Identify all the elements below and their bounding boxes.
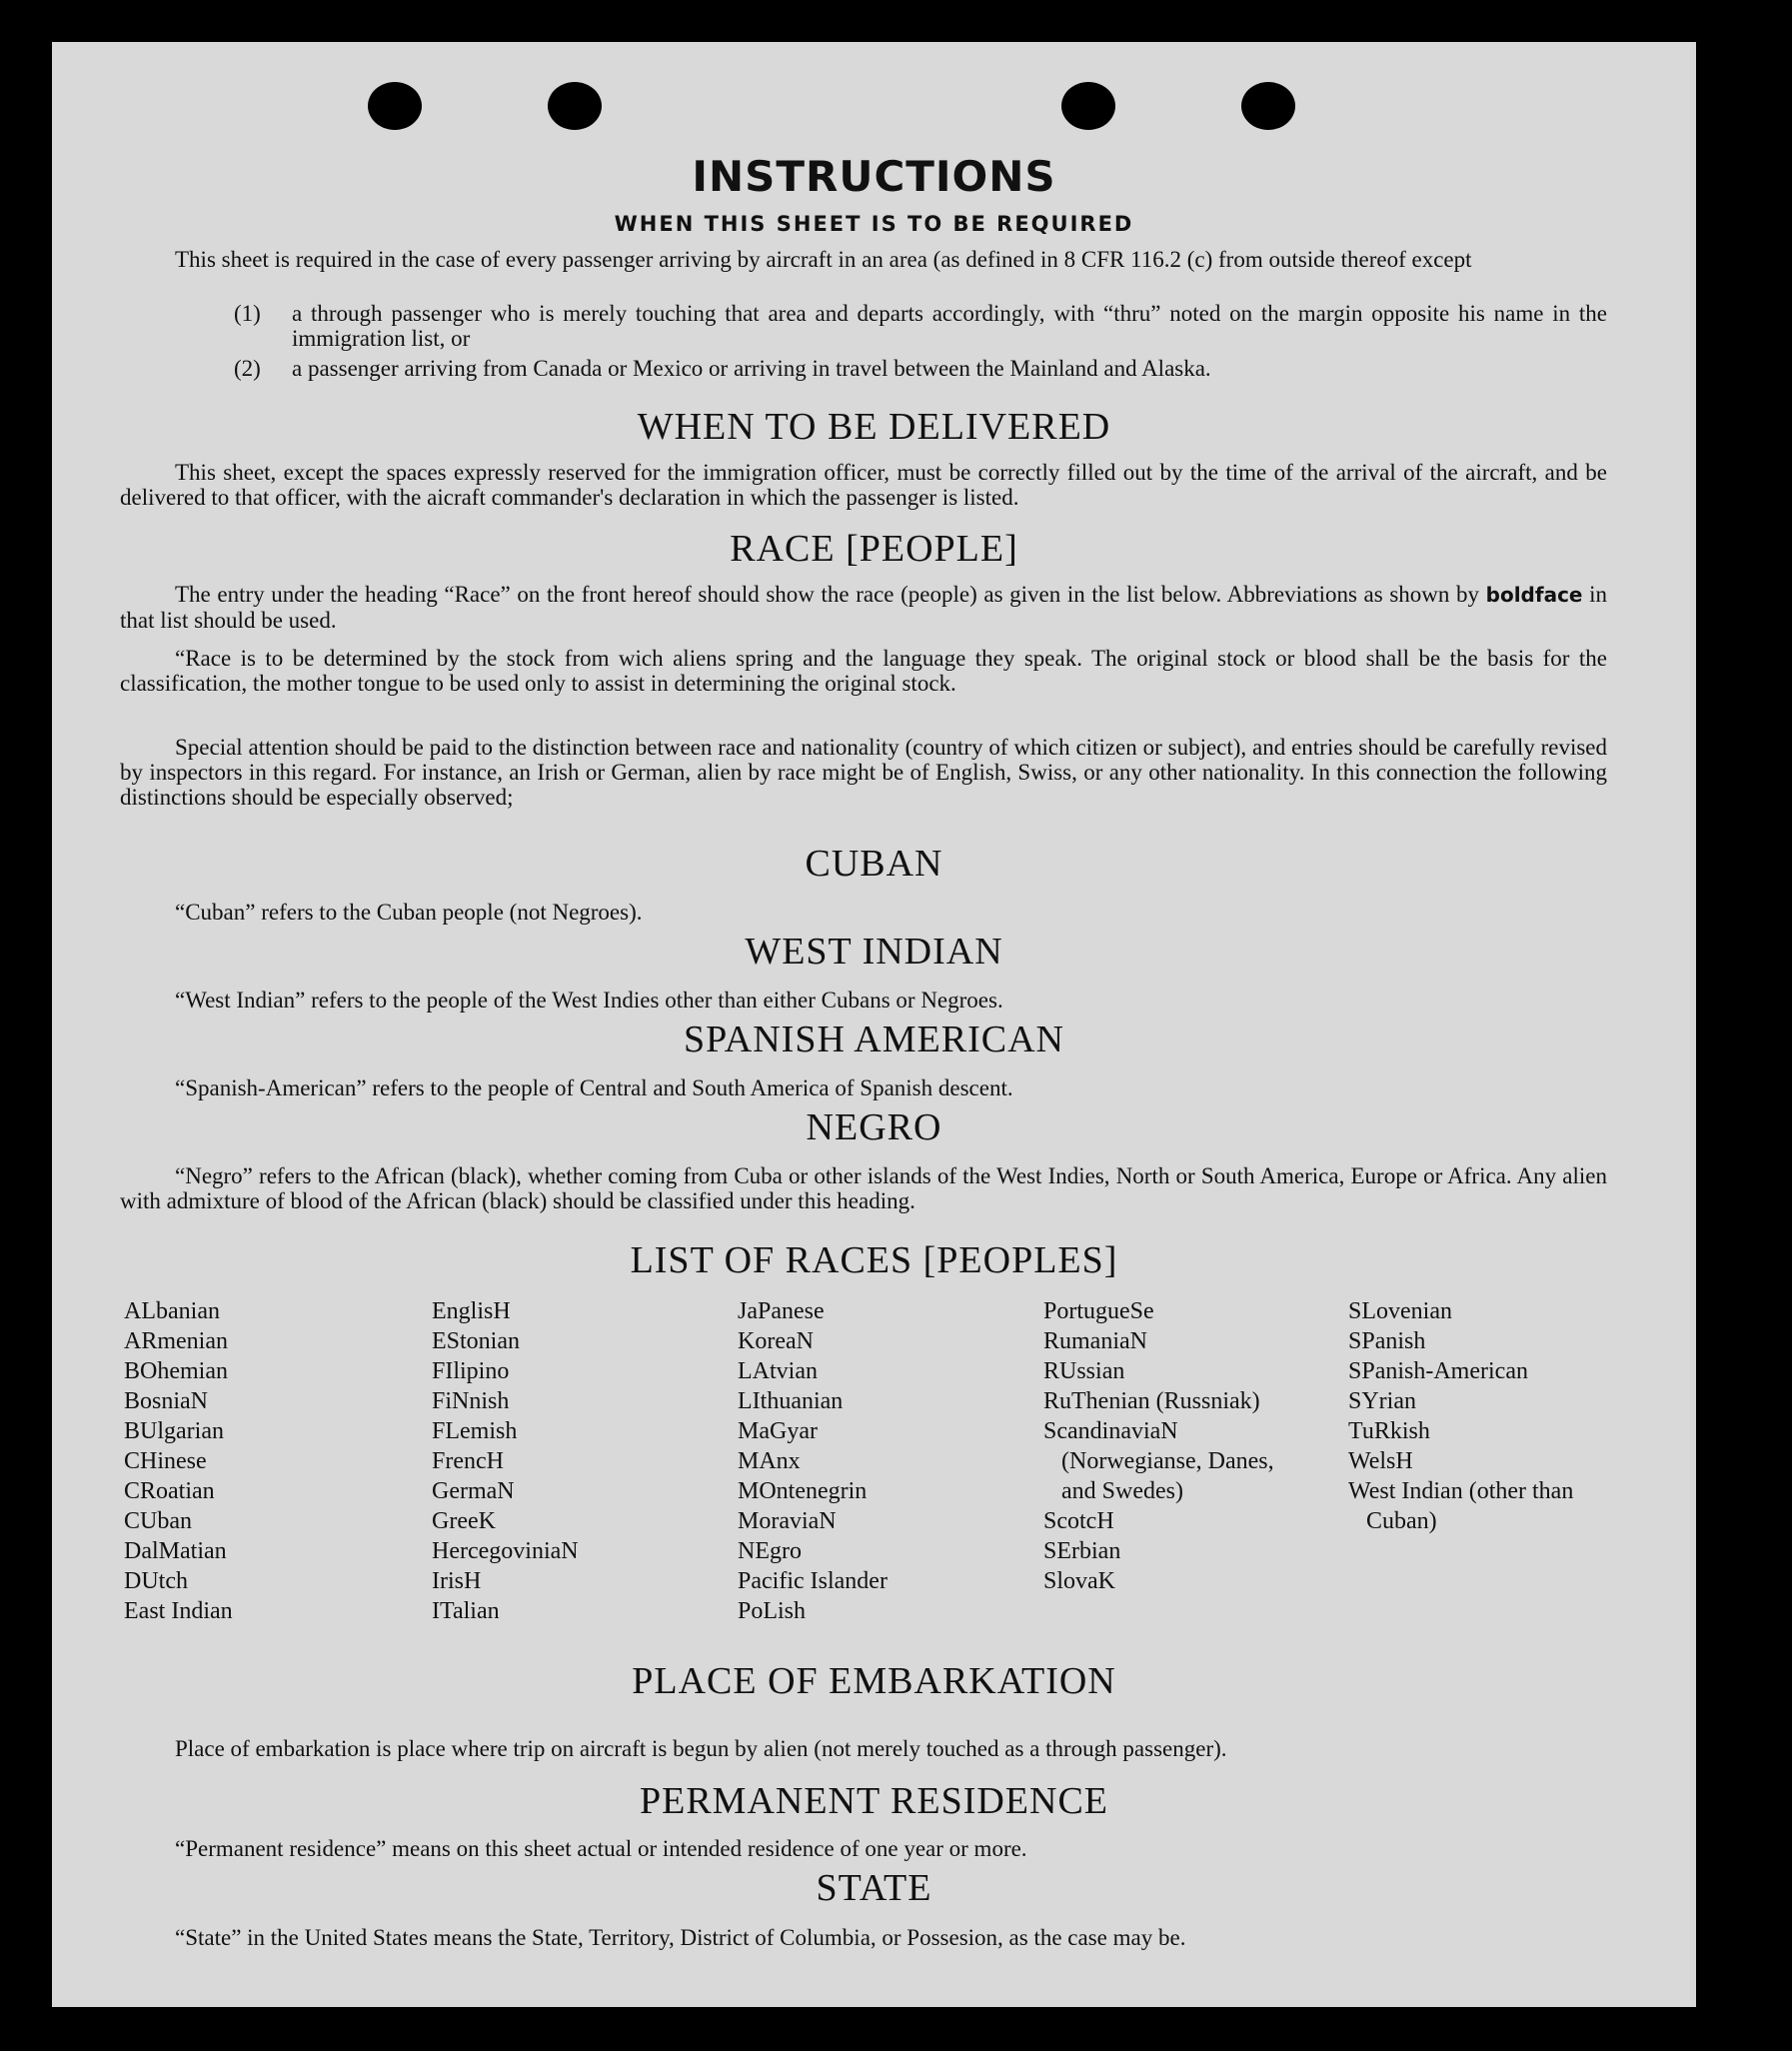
race-item: FLemish (432, 1418, 518, 1444)
race-item: SlovaK (1043, 1568, 1115, 1594)
heading-state: STATE (816, 1867, 932, 1909)
heading-when-delivered: WHEN TO BE DELIVERED (637, 406, 1111, 448)
boldface-word: boldface (1485, 583, 1583, 607)
race-item: JaPanese (738, 1298, 825, 1324)
race-item: GermaN (432, 1478, 515, 1504)
punch-hole (548, 82, 602, 130)
race-item: SYrian (1348, 1388, 1416, 1414)
negro-text: “Negro” refers to the African (black), whether coming from Cuba or other islands of the West Indies, North or South America, Europe or Africa. Any alien with admixture of blood of the African (black) should be classified under this heading. (120, 1163, 1607, 1213)
race-item: ScotcH (1043, 1508, 1114, 1534)
exception-2-number: (2) (234, 356, 261, 381)
race-item: RUssian (1043, 1358, 1125, 1384)
race-item: East Indian (124, 1598, 233, 1624)
race-item: FIlipino (432, 1358, 510, 1384)
race-item: MAnx (738, 1448, 801, 1474)
race-item: TuRkish (1348, 1418, 1430, 1444)
race-item: Pacific Islander (738, 1568, 888, 1594)
cuban-text: “Cuban” refers to the Cuban people (not Negroes). (175, 900, 643, 925)
race-paragraph-1 (120, 582, 1607, 633)
race-item: SErbian (1043, 1538, 1121, 1564)
heading-west-indian: WEST INDIAN (745, 931, 1003, 973)
heading-spanish-american: SPANISH AMERICAN (684, 1019, 1064, 1060)
race-item: MaGyar (738, 1418, 818, 1444)
race-item: ARmenian (124, 1328, 228, 1354)
embarkation-text: Place of embarkation is place where trip on aircraft is begun by alien (not merely touched as a through passenger). (175, 1736, 1227, 1761)
race-column-2 (432, 1296, 732, 1626)
race-item: ITalian (432, 1598, 500, 1624)
race-item: PortugueSe (1043, 1298, 1154, 1324)
race-item: ALbanian (124, 1298, 220, 1324)
heading-place-of-embarkation: PLACE OF EMBARKATION (632, 1660, 1116, 1702)
residence-text: “Permanent residence” means on this sheet actual or intended residence of one year or more. (175, 1836, 1027, 1861)
race-item: RuThenian (Russniak) (1043, 1388, 1260, 1414)
race-item: BOhemian (124, 1358, 228, 1384)
race-item: BosniaN (124, 1388, 208, 1414)
heading-permanent-residence: PERMANENT RESIDENCE (639, 1780, 1109, 1822)
race-column-5 (1348, 1296, 1608, 1536)
exception-1-number: (1) (234, 301, 261, 326)
race-item: DUtch (124, 1568, 188, 1594)
race-item: CHinese (124, 1448, 207, 1474)
spanish-american-text: “Spanish-American” refers to the people of Central and South America of Spanish descent. (175, 1075, 1013, 1100)
race-item: West Indian (other than Cuban) (1348, 1478, 1574, 1534)
race-item: RumaniaN (1043, 1328, 1147, 1354)
heading-race: RACE [PEOPLE] (730, 528, 1018, 570)
race-item: SPanish (1348, 1328, 1426, 1354)
race-item: MOntenegrin (738, 1478, 868, 1504)
race-p1-end: in that list should be used. (120, 582, 1608, 633)
race-item: NEgro (738, 1538, 802, 1564)
punch-hole (368, 82, 422, 130)
race-column-1 (124, 1296, 424, 1626)
race-item: LAtvian (738, 1358, 818, 1384)
race-column-4 (1043, 1296, 1313, 1596)
exception-2-text: a passenger arriving from Canada or Mexico or arriving in travel between the Mainland and Alaska. (292, 356, 1211, 381)
race-item: LIthuanian (738, 1388, 844, 1414)
exception-1-text: a through passenger who is merely touching that area and departs accordingly, with “thru” noted on the margin opposite his name in the immigration list, or (292, 301, 1607, 351)
race-item: PoLish (738, 1598, 807, 1624)
heading-list-of-races: LIST OF RACES [PEOPLES] (630, 1239, 1118, 1281)
race-item: CUban (124, 1508, 192, 1534)
race-item: BUlgarian (124, 1418, 224, 1444)
heading-cuban: CUBAN (805, 843, 943, 885)
race-item: CRoatian (124, 1478, 215, 1504)
race-list (124, 1296, 1623, 1646)
race-item: FrencH (432, 1448, 504, 1474)
race-p1-start: The entry under the heading “Race” on the front hereof should show the race (people) as given in the list below. Abbreviations as shown by (175, 582, 1486, 607)
document-page (52, 42, 1696, 2007)
race-column-3 (738, 1296, 1037, 1626)
race-paragraph-3: Special attention should be paid to the distinction between race and nationality (country of which citizen or subject), and entries should be carefully revised by inspectors in this regard. For instance, an Irish or German, alien by race might be of English, Swiss, or any other nationality. In this connection the following distinctions should be especially observed; (120, 735, 1607, 810)
race-item: FiNnish (432, 1388, 510, 1414)
race-item: SLovenian (1348, 1298, 1452, 1324)
race-item: EnglisH (432, 1298, 511, 1324)
race-item: EStonian (432, 1328, 520, 1354)
punch-hole (1241, 82, 1295, 130)
race-item: SPanish-American (1348, 1358, 1528, 1384)
race-paragraph-2: “Race is to be determined by the stock from wich aliens spring and the language they speak. The original stock or blood shall be the basis for the classification, the mother tongue to be used only to assist in determining the original stock. (120, 646, 1607, 696)
race-item: WelsH (1348, 1448, 1413, 1474)
west-indian-text: “West Indian” refers to the people of the West Indies other than either Cubans or Negroes. (175, 988, 1003, 1013)
required-intro: This sheet is required in the case of every passenger arriving by aircraft in an area (as defined in 8 CFR 116.2 (c) from outside thereof except (175, 247, 1472, 272)
delivered-text: This sheet, except the spaces expressly reserved for the immigration officer, must be correctly filled out by the time of the arrival of the aircraft, and be delivered to that officer, with the aicraft commander's declaration in which the passenger is listed. (120, 460, 1607, 510)
state-text: “State” in the United States means the State, Territory, District of Columbia, or Possesion, as the case may be. (175, 1925, 1186, 1950)
race-item: HercegoviniaN (432, 1538, 579, 1564)
race-item: IrisH (432, 1568, 482, 1594)
page-title: INSTRUCTIONS (692, 152, 1056, 201)
race-item: ScandinaviaN (Norwegianse, Danes, and Swedes) (1043, 1418, 1274, 1504)
race-item: GreeK (432, 1508, 496, 1534)
punch-hole (1061, 82, 1115, 130)
race-item: DalMatian (124, 1538, 227, 1564)
race-item: KoreaN (738, 1328, 814, 1354)
race-item: MoraviaN (738, 1508, 837, 1534)
page-subtitle: WHEN THIS SHEET IS TO BE REQUIRED (614, 212, 1134, 236)
heading-negro: NEGRO (806, 1106, 942, 1148)
